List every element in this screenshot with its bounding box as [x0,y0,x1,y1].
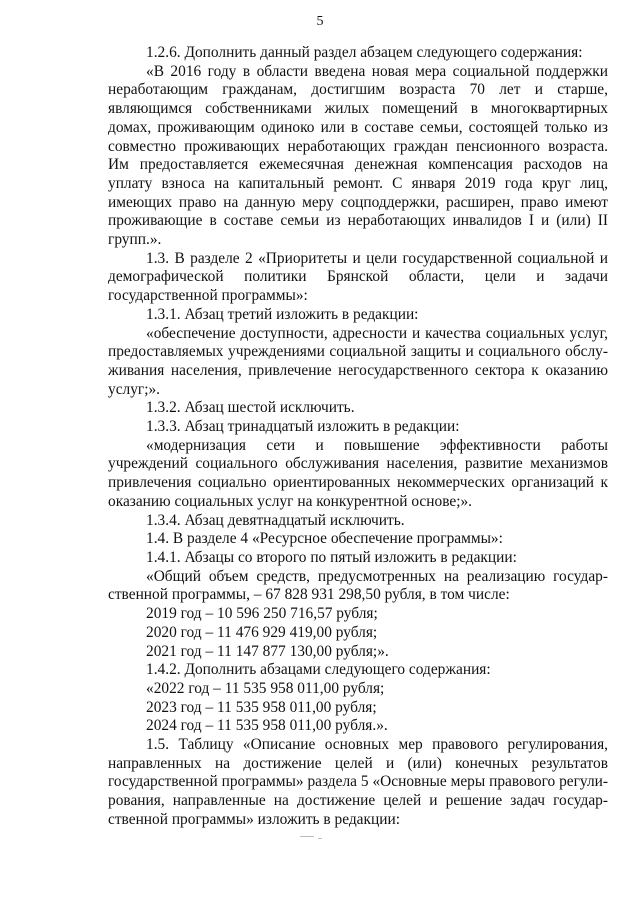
paragraph-budget-2023: 2023 год – 11 535 958 011,00 рубля; [146,698,377,716]
paragraph-1-4-2: 1.4.2. Дополнить абзацами следующего содержания: [146,661,491,679]
paragraph-1-3: 1.3. В разделе 2 «Приоритеты и цели государственной социальной и демографической политики Брянской области, цели и задачи государственной программы»: [108,249,608,305]
paragraph-quote-total-volume: «Общий объем средств, предусмотренных на реализацию государственной программы, – 67 828 931 298,50 рубля, в том числе: [108,567,608,604]
paragraph-1-3-1: 1.3.1. Абзац третий изложить в редакции: [146,305,419,323]
paragraph-quote-accessibility: «обеспечение доступности, адресности и качества социальных услуг, предоставляемых учреждениями социальной защиты и социального обслуживания населения, привлечение негосударственного сектора к оказанию услуг;». [108,324,608,398]
paragraph-1-3-2: 1.3.2. Абзац шестой исключить. [146,399,355,417]
paragraph-budget-2020: 2020 год – 11 476 929 419,00 рубля; [146,623,378,641]
paragraph-1-3-4: 1.3.4. Абзац девятнадцатый исключить. [146,511,405,529]
paragraph-budget-2024: 2024 год – 11 535 958 011,00 рубля.». [146,717,388,735]
paragraph-quote-2016: «В 2016 году в области введена новая мера социальной поддержки неработающим гражданам, достигшим возраста 70 лет и старше, являющимся собственниками жилых помещений в многоквартирных домах, проживающим одиноко или в составе семьи, состоящей только из совместно проживающих неработающих граждан пенсионного возраста. Им предоставляется ежемесячная денежная компенсация расходов на уплату взноса на капитальный ремонт. С января 2019 года круг лиц, имеющих право на данную меру соцподдержки, расширен, право имеют проживающие в составе семьи из неработающих инвалидов I и (или) II групп.». [108,62,608,249]
paragraph-1-2-6: 1.2.6. Дополнить данный раздел абзацем следующего содержания: [146,44,583,61]
scan-artifact [300,836,314,837]
document-body [108,44,608,830]
page-number: 5 [316,14,324,29]
paragraph-1-4: 1.4. В разделе 4 «Ресурсное обеспечение программы»: [146,530,503,548]
paragraph-budget-2022: «2022 год – 11 535 958 011,00 рубля; [146,679,385,697]
paragraph-budget-2021: 2021 год – 11 147 877 130,00 рубля;». [146,642,389,660]
paragraph-quote-modernization: «модернизация сети и повышение эффективности работы учреждений социального обслуживания населения, развитие механизмов привлечения социально ориентированных некоммерческих организаций к оказанию социальных услуг на конкурентной основе;». [108,436,608,510]
paragraph-1-5: 1.5. Таблицу «Описание основных мер правового регулирования, направленных на достижение целей и (или) конечных результатов государственной программы» раздела 5 «Основные меры правового регулирования, направленные на достижение целей и решение задач государственной программы» изложить в редакции: [108,736,608,828]
scan-artifact [318,838,322,839]
paragraph-1-3-3: 1.3.3. Абзац тринадцатый изложить в редакции: [146,418,460,436]
paragraph-1-4-1: 1.4.1. Абзацы со второго по пятый изложить в редакции: [146,548,517,566]
paragraph-budget-2019: 2019 год – 10 596 250 716,57 рубля; [146,605,378,623]
